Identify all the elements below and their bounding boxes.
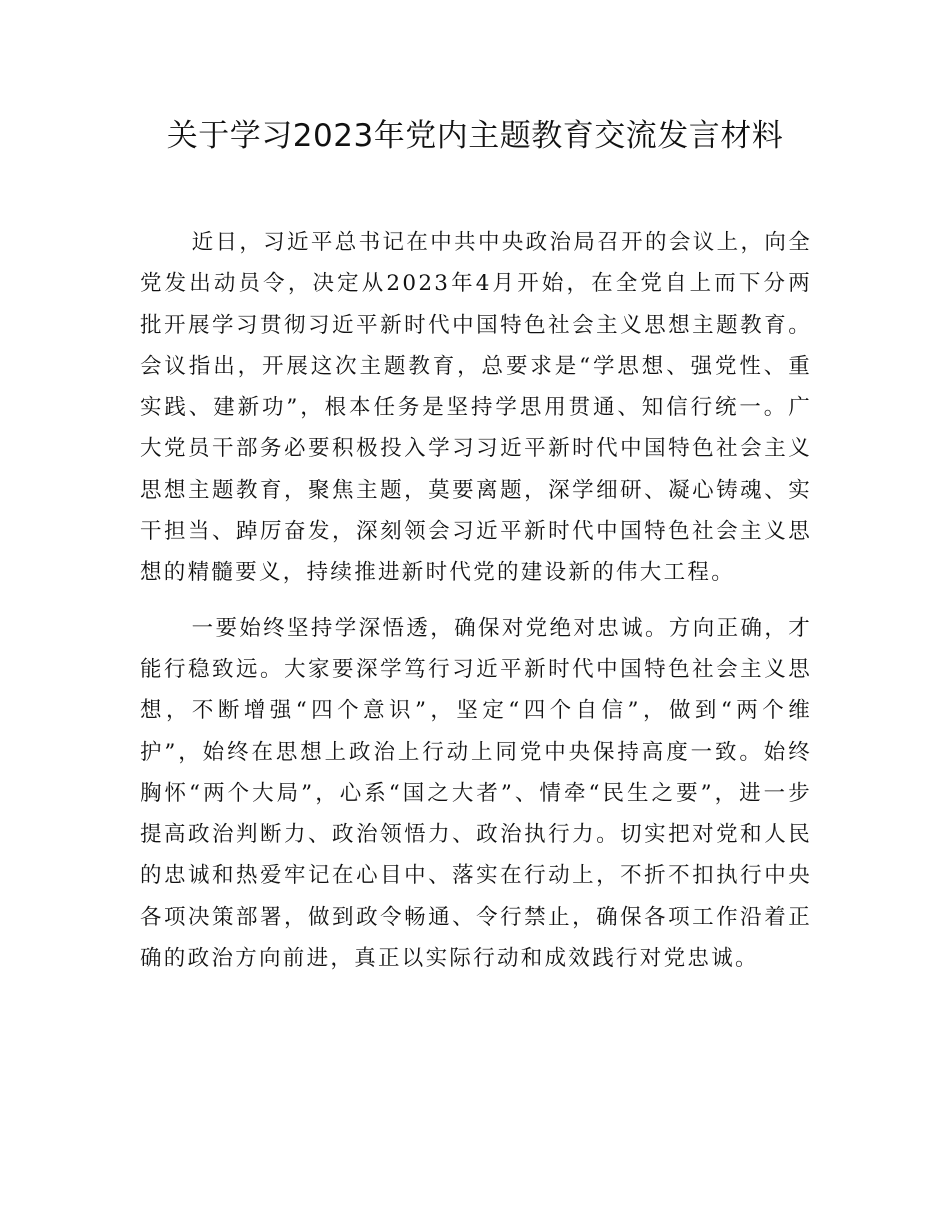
document-body: [140, 222, 812, 993]
document-title: 关于学习2023年党内主题教育交流发言材料: [166, 118, 784, 154]
paragraph-1: 近日，习近平总书记在中共中央政治局召开的会议上，向全党发出动员令，决定从2023年4月开始，在全党自上而下分两批开展学习贯彻习近平新时代中国特色社会主义思想主题教育。会议指出，开展这次主题教育，总要求是“学思想、强党性、重实践、建新功”，根本任务是坚持学思用贯通、知信行统一。广大党员干部务必要积极投入学习习近平新时代中国特色社会主义思想主题教育，聚焦主题，莫要离题，深学细研、凝心铸魂、实干担当、踔厉奋发，深刻领会习近平新时代中国特色社会主义思想的精髓要义，持续推进新时代党的建设新的伟大工程。: [140, 230, 812, 586]
paragraph-2: 一要始终坚持学深悟透，确保对党绝对忠诚。方向正确，才能行稳致远。大家要深学笃行习近平新时代中国特色社会主义思想，不断增强“四个意识”，坚定“四个自信”，做到“两个维护”，始终在思想上政治上行动上同党中央保持高度一致。始终胸怀“两个大局”，心系“国之大者”、情牵“民生之要”，进一步提高政治判断力、政治领悟力、政治执行力。切实把对党和人民的忠诚和热爱牢记在心目中、落实在行动上，不折不扣执行中央各项决策部署，做到政令畅通、令行禁止，确保各项工作沿着正确的政治方向前进，真正以实际行动和成效践行对党忠诚。: [140, 615, 812, 972]
